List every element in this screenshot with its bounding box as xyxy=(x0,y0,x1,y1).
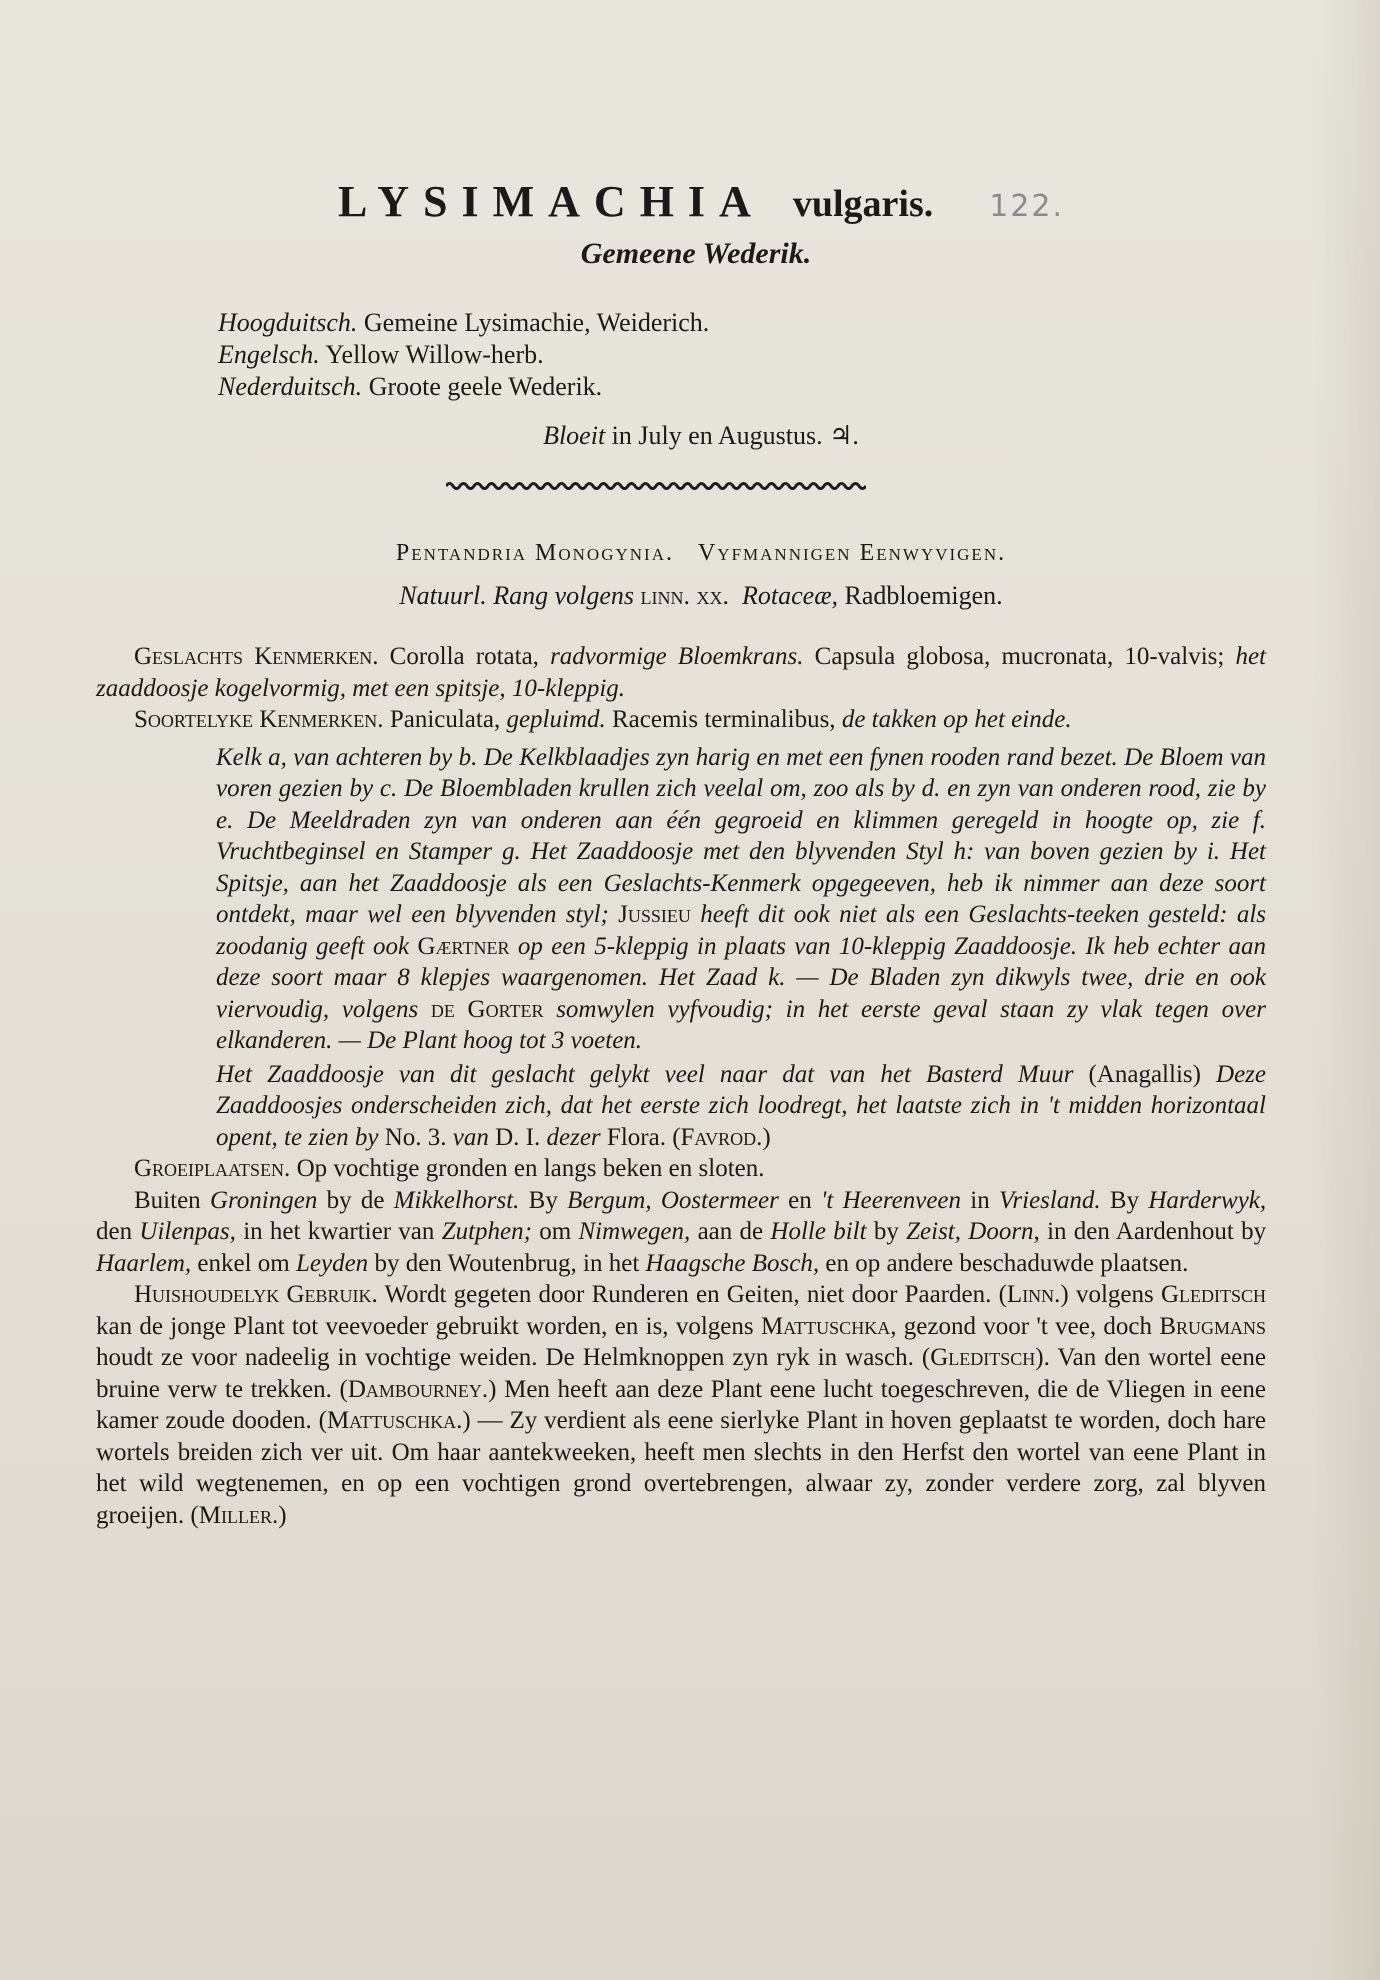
pencil-page-number: 122. xyxy=(989,189,1065,224)
section-head: Huishoudelyk Gebruik. xyxy=(134,1281,378,1308)
section-head: Geslachts Kenmerken. xyxy=(134,643,379,670)
author-name: Mattuschka, xyxy=(760,1312,897,1340)
vernacular-names xyxy=(218,307,1266,403)
dutch-text: het zaaddoosje kogelvormig, met een spitsje, 10-kleppig. xyxy=(96,643,1267,702)
dutch-text: gepluimd. xyxy=(506,706,606,733)
text: aan de xyxy=(697,1218,764,1245)
language-label: Nederduitsch. xyxy=(218,372,363,401)
author-name: (Mattuschka.) xyxy=(318,1407,471,1434)
genus-characters xyxy=(96,641,1266,704)
species-epithet: vulgaris. xyxy=(792,183,934,225)
section-head: Groeiplaatsen. xyxy=(134,1155,291,1182)
latin-text: Corolla rotata, xyxy=(389,643,539,670)
localities xyxy=(96,1185,1266,1280)
text-column xyxy=(96,176,1266,1531)
text: in xyxy=(970,1186,990,1214)
name-value: Groote geele Wederik. xyxy=(368,372,603,401)
text: om xyxy=(539,1218,572,1245)
text: houdt ze voor nadeelig in vochtige weiden. De Helmknoppen zyn ryk in wasch. xyxy=(96,1344,914,1371)
linnaean-class xyxy=(136,540,1266,567)
author-name: (Dambourney.) xyxy=(339,1375,497,1403)
description-text: Kelk a, van achteren by b. De Kelkblaadjes zyn harig en met een fynen rooden rand bezet. De Bloem van voren gezien by c. De Bloembladen krullen zich veelal om, zoo als by d. en zyn van onderen rood, zie by e. De Meeldraden zyn van onderen aan één gegroeid en klimmen geregeld in hoogte op, zie f. Vruchtbeginsel en Stamper g. Het Zaaddoosje met den blyvenden Styl h: van boven gezien by i. Het Spitsje, aan het Zaaddoosje als een Geslachts-Kenmerk opgegeeven, heb ik nimmer aan deze soort ontdekt, maar wel een blyvenden styl; xyxy=(216,743,1266,928)
dutch-text: radvormige Bloemkrans. xyxy=(550,643,804,670)
title-row xyxy=(136,176,1266,227)
author-name: Gærtner xyxy=(417,932,510,960)
household-use xyxy=(96,1279,1266,1531)
author-name: Jussieu xyxy=(618,901,691,928)
author-name: (Miller.) xyxy=(190,1501,287,1529)
description-text: dezer xyxy=(546,1123,601,1151)
description-text: Het Zaaddoosje van dit geslacht gelykt veel naar dat van het Basterd Muur xyxy=(216,1060,1074,1088)
text: By xyxy=(528,1186,558,1214)
place-name: Zutphen; xyxy=(441,1218,532,1245)
place-name: Groningen xyxy=(209,1186,318,1214)
ornamental-rule xyxy=(446,481,866,491)
class-latin: Pentandria Monogynia. xyxy=(395,540,674,566)
place-name: Holle bilt xyxy=(770,1218,867,1245)
rang-label: Natuurl. Rang volgens xyxy=(399,581,635,610)
volume-ref: D. I. xyxy=(495,1123,541,1151)
text: den xyxy=(96,1218,133,1245)
place-name: Nimwegen, xyxy=(578,1218,691,1245)
place-name: Haarlem, xyxy=(96,1249,192,1277)
name-value: Yellow Willow-herb. xyxy=(325,340,544,369)
text: by den Woutenbrug, in het xyxy=(374,1249,640,1277)
dutch-text: de takken op het einde. xyxy=(841,706,1072,733)
place-name: Haagsche Bosch, xyxy=(645,1249,820,1277)
rang-author: linn. xyxy=(640,581,691,610)
description-text: op een 5-kleppig in plaats van 10-kleppig Zaaddoosje. Ik heb echter aan deze soort maar 8 klepjes waargenomen. Het Zaad k. — De Bladen zyn dikwyls twee, drie en ook viervoudig, volgens xyxy=(216,932,1267,1023)
latin-text: Racemis terminalibus, xyxy=(612,706,836,733)
author-name: Brugmans xyxy=(1159,1312,1267,1340)
place-name: Leyden xyxy=(295,1249,369,1277)
description-text: heeft dit ook niet als een Geslachts-teeken gesteld: als zoodanig geeft ook xyxy=(216,901,1267,960)
place-name: Vriesland. xyxy=(999,1186,1101,1214)
text: kan de jonge Plant tot veevoeder gebruikt worden, en is, volgens xyxy=(96,1312,754,1340)
latin-name: (Anagallis) xyxy=(1088,1060,1201,1088)
text: — Zy verdient als eene sierlyke Plant in hoven geplaatst te worden, doch hare wortels breiden zich ver uit. Om haar aantekweeken, heeft men slechts in den Herfst den wortel van eene Plant in het wild wegtenemen, en op een vochtigen grond overtebrengen, alwaar zy, zonder verdere zorg, zal blyven groeijen. xyxy=(96,1407,1266,1529)
place-name: Uilenpas, xyxy=(139,1218,236,1245)
name-line-dutch xyxy=(218,371,1266,403)
author-name: de Gorter xyxy=(430,995,544,1023)
text: in het kwartier van xyxy=(243,1218,435,1245)
plate-number: No. 3. xyxy=(384,1123,447,1151)
flora-ref: Flora. xyxy=(606,1123,666,1151)
author-name: (Gleditsch). xyxy=(921,1344,1050,1371)
text: volgens xyxy=(1075,1281,1154,1308)
text: By xyxy=(1109,1186,1140,1214)
text: in den Aardenhout by xyxy=(1047,1218,1267,1245)
description-text: Deze Zaaddoosjes onderscheiden zich, dat het eerste zich loodregt, het laatste zich in 't midden horizontaal opent, te zien by xyxy=(216,1060,1266,1151)
rang-number: xx. xyxy=(696,581,730,610)
page-gutter-shadow xyxy=(1310,0,1380,1980)
description-text: van xyxy=(452,1123,489,1151)
text: by de xyxy=(326,1186,385,1214)
genus-title: LYSIMACHIA xyxy=(337,177,765,226)
bloom-text: in July en Augustus. xyxy=(611,421,823,450)
name-line-german xyxy=(218,307,1266,339)
description-text: somwylen vyfvoudig; in het eerste geval staan zy vlak tegen over elkanderen. — De Plant hoog tot 3 voeten. xyxy=(216,995,1267,1054)
flowering-line xyxy=(136,421,1266,451)
name-value: Gemeine Lysimachie, Weiderich. xyxy=(363,308,710,337)
latin-text: Capsula globosa, mucronata, 10-valvis; xyxy=(814,643,1225,670)
bloom-label: Bloeit xyxy=(543,421,606,450)
text: en xyxy=(788,1186,812,1214)
language-label: Hoogduitsch. xyxy=(218,308,358,337)
section-head: Soortelyke Kenmerken. xyxy=(134,706,384,733)
place-name: 't Heerenveen xyxy=(821,1186,962,1214)
rang-dutch: Radbloemigen. xyxy=(844,581,1003,610)
common-name: Gemeene Wederik. xyxy=(580,237,812,270)
place-name: Harderwyk, xyxy=(1148,1186,1267,1214)
place-name: Zeist, Doorn, xyxy=(906,1218,1040,1245)
text: Wordt gegeten door Runderen en Geiten, niet door Paarden. xyxy=(384,1281,992,1308)
author-name: Gleditsch xyxy=(1160,1281,1267,1308)
natural-order xyxy=(136,581,1266,611)
language-label: Engelsch. xyxy=(218,340,320,369)
plate-description xyxy=(216,742,1266,1057)
habitat xyxy=(96,1153,1266,1185)
place-name: Bergum, Oostermeer xyxy=(567,1186,779,1214)
perennial-symbol: ♃. xyxy=(829,421,859,450)
text: by xyxy=(873,1218,899,1245)
place-name: Mikkelhorst. xyxy=(393,1186,520,1214)
rang-latin: Rotaceæ, xyxy=(742,581,839,610)
habitat-text: Op vochtige gronden en langs beken en sloten. xyxy=(296,1155,765,1182)
author-name: (Favrod.) xyxy=(672,1123,771,1151)
text: Buiten xyxy=(134,1186,201,1214)
author-name: (Linn.) xyxy=(998,1281,1069,1308)
latin-text: Paniculata, xyxy=(389,706,501,733)
text: gezond voor 't vee, doch xyxy=(903,1312,1152,1340)
class-dutch: Vyfmannigen Eenwyvigen. xyxy=(697,540,1007,566)
text: en op andere beschaduwde plaatsen. xyxy=(825,1249,1189,1277)
capsule-note xyxy=(216,1059,1266,1154)
text: Men heeft aan deze Plant eene lucht toegeschreven, die de Vliegen in eene kamer zoude dooden. xyxy=(96,1375,1267,1434)
species-characters xyxy=(96,704,1266,736)
text: enkel om xyxy=(197,1249,290,1277)
name-line-english xyxy=(218,339,1266,371)
text: Van den wortel eene bruine verw te trekken. xyxy=(96,1344,1266,1403)
